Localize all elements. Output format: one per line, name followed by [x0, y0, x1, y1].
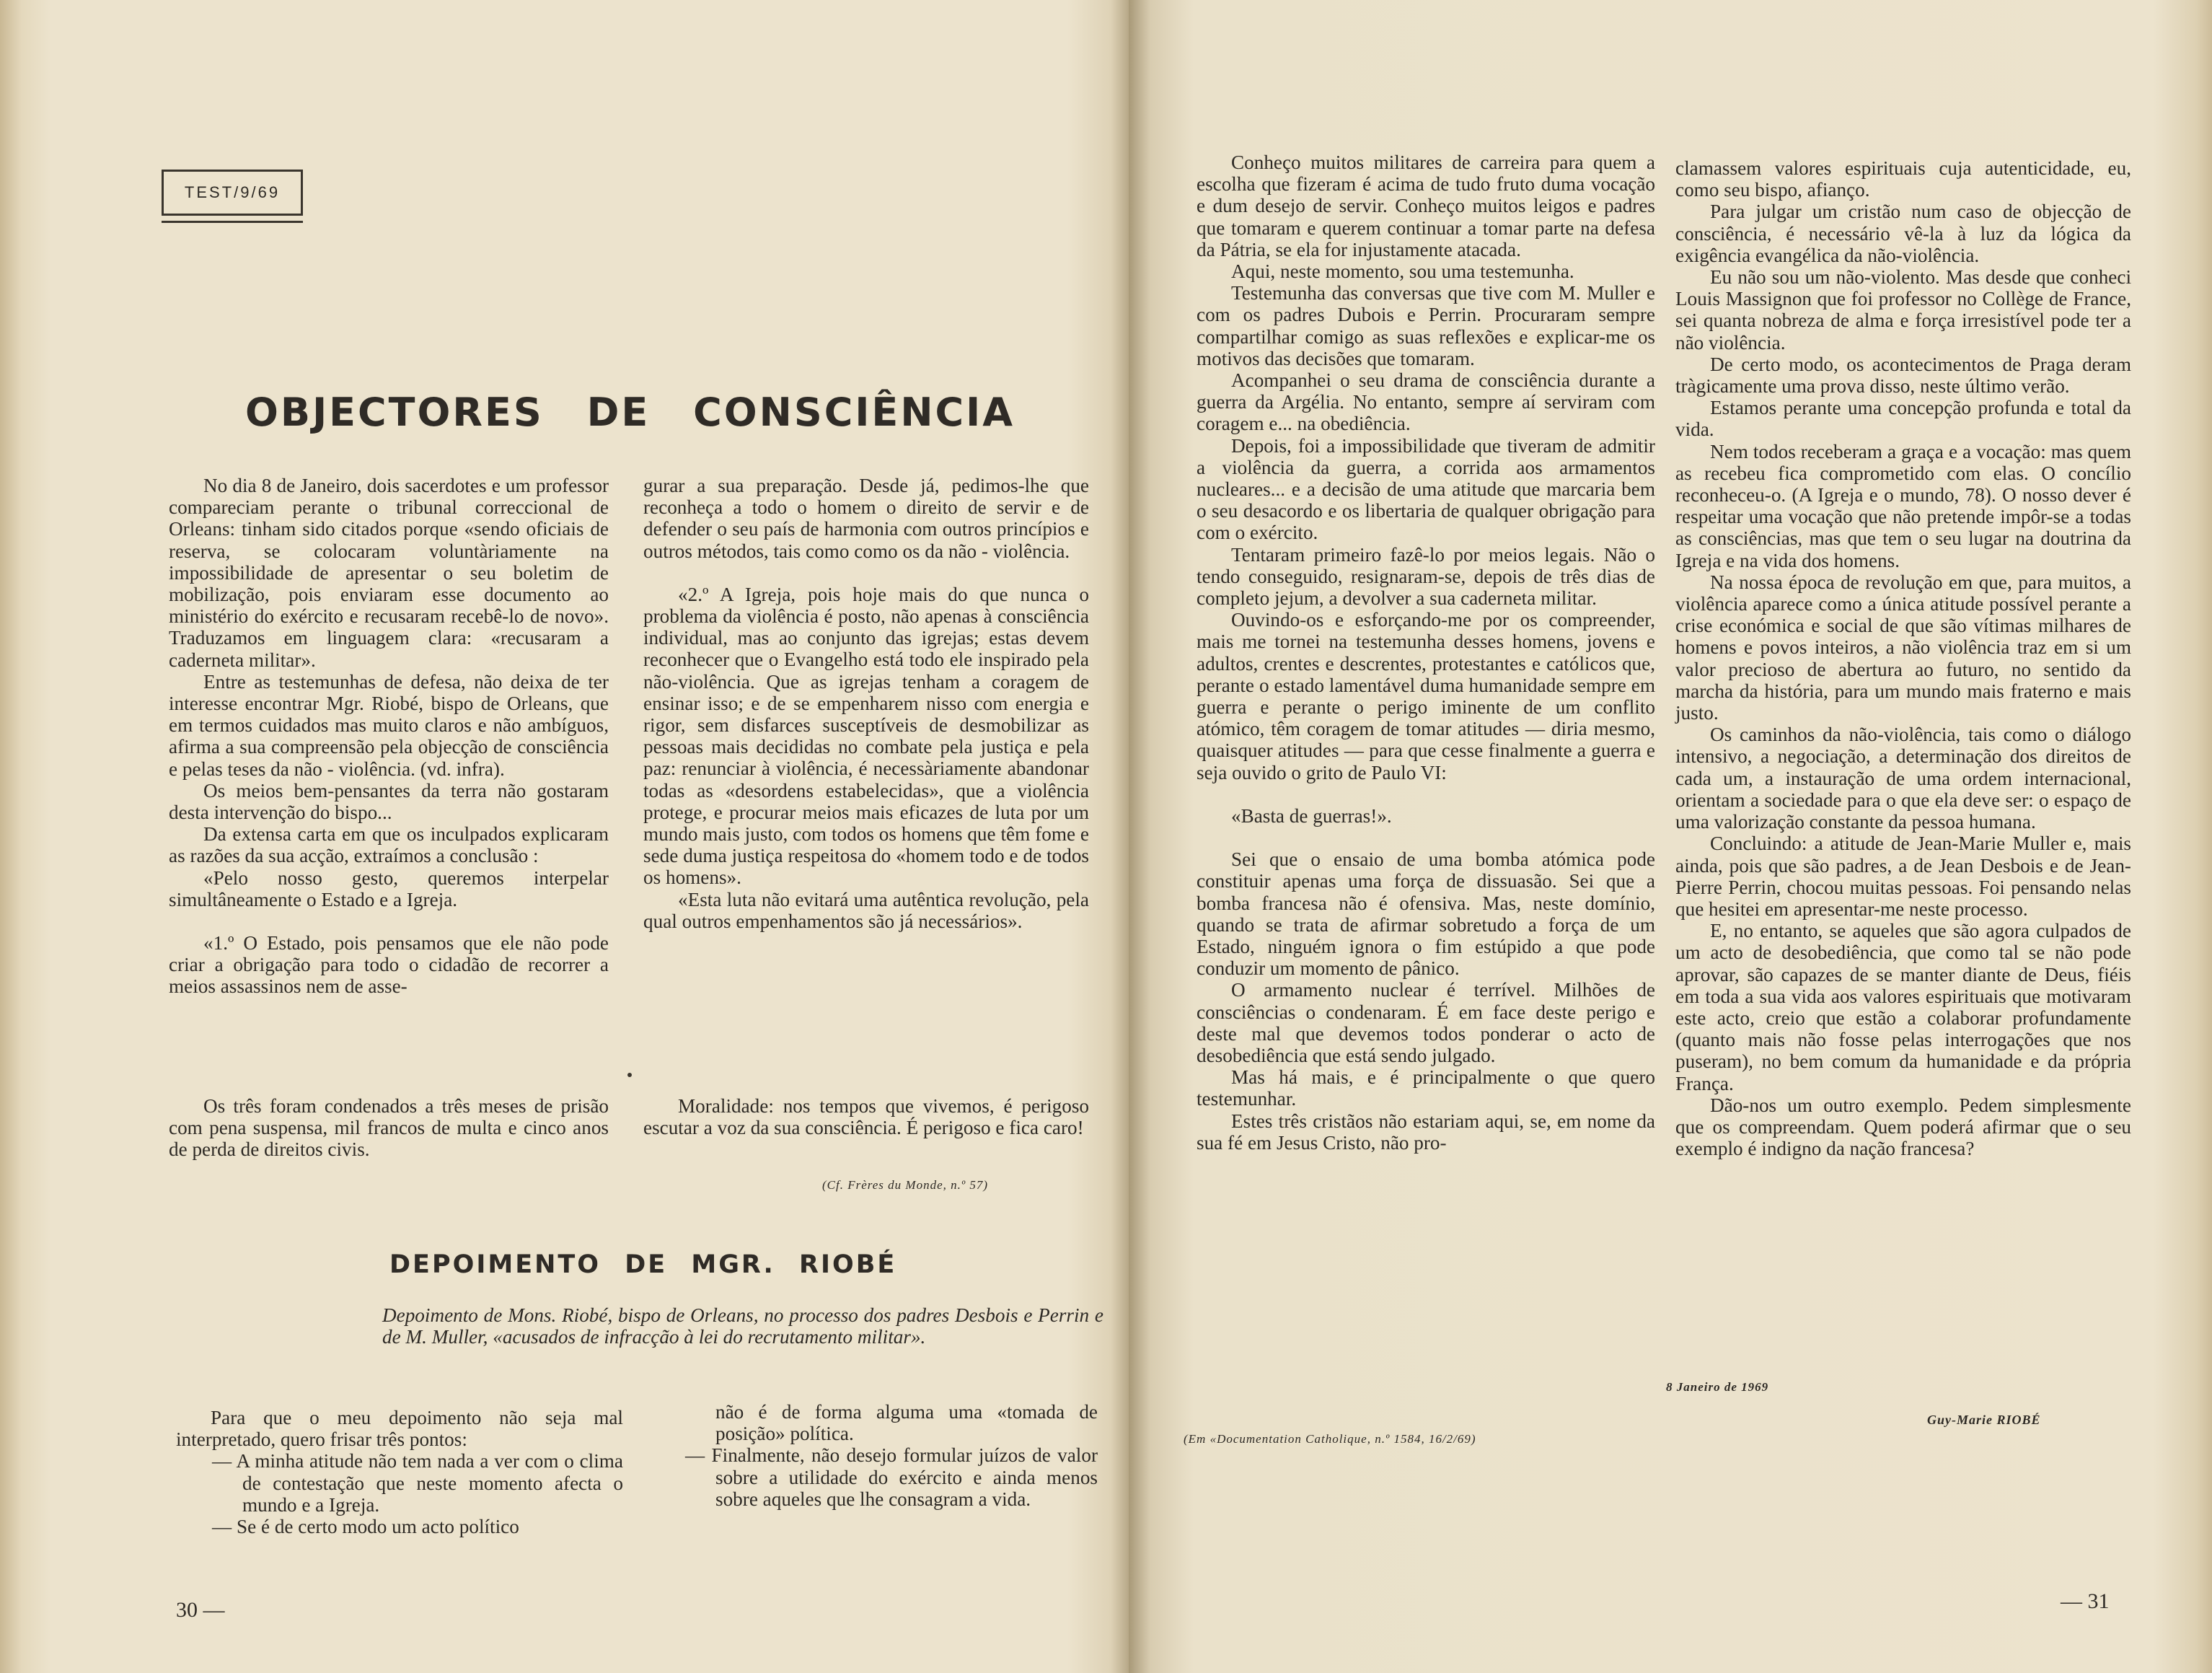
article2-column-1 — [176, 1407, 623, 1537]
right-page — [1129, 0, 2212, 1673]
paragraph: Os caminhos da não-violência, tais como o diálogo intensivo, a negociação, a determinação dos direitos de cada um, a instauração de uma ordem internacional, orientam a sociedade para o que ela deve ser: o espaço de uma valorização constante da pessoa humana. — [1675, 724, 2131, 833]
paragraph: Concluindo: a atitude de Jean-Marie Muller e, mais ainda, pois que são padres, a de Jean Desbois e de Jean-Pierre Perrin, chocou muitas pessoas. Foi pensando nelas que hesitei em apresentar-me neste processo. — [1675, 833, 2131, 920]
page-number: — 31 — [2061, 1589, 2110, 1613]
paragraph: Entre as testemunhas de defesa, não deixa de ter interesse encontrar Mgr. Riobé, bispo de Orleans, que em termos cuidados mas muito claros e não ambíguos, afirma a sua compreensão pela objecção de consciência e pelas teses da não - violência. (vd. infra). — [169, 670, 609, 780]
journal-tag: TEST/9/69 — [162, 170, 303, 216]
paragraph: O armamento nuclear é terrível. Milhões de consciências o condenaram. É em face deste perigo e deste mal que devemos todos ponderar o acto de desobediência que está sendo julgado. — [1197, 979, 1655, 1066]
paragraph: «Pelo nosso gesto, queremos interpelar simultâneamente o Estado e a Igreja. — [169, 866, 609, 910]
list-item: — A minha atitude não tem nada a ver com o clima de contestação que neste momento afecta o mundo e a Igreja. — [212, 1450, 623, 1516]
paragraph: Dão-nos um outro exemplo. Pedem simplesmente que os compreendam. Quem poderá afirmar que o seu exemplo é indigno da nação francesa? — [1675, 1094, 2131, 1160]
paragraph: «Basta de guerras!». — [1231, 804, 1392, 827]
paragraph: «1.º O Estado, pois pensamos que ele não pode criar a obrigação para todo o cidadão de recorrer a meios assassinos nem de asse- — [169, 932, 609, 998]
page-number: 30 — — [176, 1598, 225, 1622]
paragraph: Conheço muitos militares de carreira para quem a escolha que fizeram é acima de tudo fruto duma vocação e dum desejo de servir. Conheço muitos leigos e padres que tomaram e querem continuar a tomar parte na defesa da Pátria, se ela for injustamente atacada. — [1197, 152, 1655, 260]
paragraph: No dia 8 de Janeiro, dois sacerdotes e um professor compareciam perante o tribunal correccional de Orleans: tinham sido citados porque «sendo oficiais de reserva, se colocaram voluntàriamente na impossibilidade de apresentar o seu boletim de mobilização, pois enviaram esse documento ao ministério do exército e recusaram recebê-lo de novo». Traduzamos em linguagem clara: «recusaram a caderneta militar». — [169, 475, 609, 671]
paragraph: Os três foram condenados a três meses de prisão com pena suspensa, mil francos de multa e cinco anos de perda de direitos civis. — [169, 1095, 609, 1161]
paragraph: Eu não sou um não-violento. Mas desde que conheci Louis Massignon que foi professor no Collège de France, sei quanta nobreza de alma e força irresistível pode ter a não violência. — [1675, 266, 2131, 354]
signature: Guy-Marie RIOBÉ — [1927, 1413, 2041, 1427]
right-column-1 — [1197, 152, 1655, 1154]
paragraph: Na nossa época de revolução em que, para muitos, a violência aparece como a única atitude possível perante a crise económica e social de que são vítimas milhares de homens e povos inteiros, a não violência traz em si um valor precioso de abertura ao futuro, no sentido da marcha da história, para um mundo mais fraterno e mais justo. — [1675, 571, 2131, 724]
article1-footer-right — [643, 1095, 1089, 1138]
subtitle-lead: Depoimento de Mons. Riobé, bispo de Orleans, no processo dos padres Desbois e Perrin e de M. Muller, «acusados de infracção à lei do recrutamento militar». — [382, 1304, 1103, 1348]
paragraph: Aqui, neste momento, sou uma testemunha. — [1231, 260, 1574, 283]
paragraph: De certo modo, os acontecimentos de Praga deram tràgicamente uma prova disso, neste último verão. — [1675, 353, 2131, 398]
date-line: 8 Janeiro de 1969 — [1666, 1380, 1769, 1394]
paragraph: clamassem valores espirituais cuja autenticidade, eu, como seu bispo, afianço. — [1675, 157, 2131, 201]
paragraph: Sei que o ensaio de uma bomba atómica pode constituir apenas uma força de dissuasão. Sei que a bomba francesa não é ofensiva. Mas, neste domínio, quando se trata de afirmar sobretudo a força de um Estado, ninguém ignora o fim estúpido a que pode conduzir um momento de pânico. — [1197, 848, 1655, 980]
paragraph: Tentaram primeiro fazê-lo por meios legais. Não o tendo conseguido, resignaram-se, depois de três dias de completo jejum, a devolver a sua caderneta militar. — [1197, 543, 1655, 610]
paragraph: «Esta luta não evitará uma autêntica revolução, pela qual outros empenhamentos são já necessários». — [643, 888, 1089, 932]
paragraph: Testemunha das conversas que tive com M. Muller e com os padres Dubois e Perrin. Procuraram sempre compartilhar comigo as suas reflexões e explicar-me os motivos das decisões que tomaram. — [1197, 282, 1655, 369]
source-citation: (Em «Documentation Catholique, n.º 1584, 16/2/69) — [1184, 1432, 1476, 1446]
paragraph: gurar a sua preparação. Desde já, pedimos-lhe que reconheça a todo o homem o direito de servir e de defender o seu país de harmonia com outros princípios e outros métodos, tais como como os da não - violência. — [643, 475, 1089, 562]
paragraph: «2.º A Igreja, pois hoje mais do que nunca o problema da violência é posto, não apenas à consciência individual, mas ao conjunto das igrejas; estas devem reconhecer que o Evangelho está todo ele inspirado pela não-violência. Que as igrejas tenham a coragem de ensinar isso; e de se empenharem nisso com energia e rigor, sem disfarces susceptíveis de desmobilizar as pessoas mais decididas no combate pela justiça e pela paz: renunciar à violência, é necessàriamente abandonar todas as «desordens estabelecidas», que a violência protege, e procurar meios mais eficazes de luta por um mundo mais justo, com todos os homens que têm fome e sede duma justiça respeitosa do «homem todo e de todos os homens». — [643, 583, 1089, 889]
paragraph: Depois, foi a impossibilidade que tiveram de admitir a violência da guerra, a corrida aos armamentos nucleares... e a decisão de uma atitude que marcaria bem o seu desacordo e os libertaria de qualquer obrigação para com o exército. — [1197, 434, 1655, 544]
paragraph: Nem todos receberam a graça e a vocação: mas quem as recebeu fica comprometido com elas. O concílio reconheceu-o. (A Igreja e o mundo, 78). O nosso dever é respeitar uma vocação que não pretende impôr-se a todas as consciências, mas que tem o seu lugar na doutrina da Igreja e na vida dos homens. — [1675, 440, 2131, 571]
citation: (Cf. Frères du Monde, n.º 57) — [822, 1178, 989, 1192]
article1-column-2 — [643, 475, 1089, 932]
article1-column-1 — [169, 475, 609, 998]
article2-column-2 — [685, 1401, 1098, 1510]
paragraph: Para julgar um cristão num caso de objecção de consciência, é necessário vê-la à luz da lógica da exigência evangélica da não-violência. — [1675, 201, 2131, 266]
paragraph: Moralidade: nos tempos que vivemos, é perigoso escutar a voz da sua consciência. É perigoso e fica caro! — [643, 1095, 1089, 1139]
paragraph: Os meios bem-pensantes da terra não gostaram desta intervenção do bispo... — [169, 779, 609, 824]
paragraph: Para que o meu depoimento não seja mal interpretado, quero frisar três pontos: — [176, 1407, 623, 1451]
paragraph: Ouvindo-os e esforçando-me por os compreender, mais me tornei na testemunha desses homens, jovens e adultos, crentes e descrentes, protestantes e católicos que, perante o estado lamentável duma humanidade sempre em guerra e perante o perigo iminente de um conflito atómico, têm coragem de tomar atitudes — diria mesmo, quaisquer atitudes — para que cesse finalmente a guerra e seja ouvido o grito de Paulo VI: — [1197, 609, 1655, 783]
paragraph: Estes três cristãos não estariam aqui, se, em nome da sua fé em Jesus Cristo, não pro- — [1197, 1110, 1655, 1154]
right-column-2 — [1675, 157, 2131, 1159]
paragraph: Mas há mais, e é principalmente o que quero testemunhar. — [1197, 1066, 1655, 1110]
paragraph: Da extensa carta em que os inculpados explicaram as razões da sua acção, extraímos a conclusão : — [169, 823, 609, 867]
subtitle: DEPOIMENTO DE MGR. RIOBÉ — [389, 1250, 897, 1279]
paragraph: E, no entanto, se aqueles que são agora culpados de um acto de desobediência, que como tal se não pode aprovar, são capazes de se manter diante de Deus, fiéis em toda a sua vida aos valores espirituais que motivaram este acto, creio que estão a colaborar profundamente (quanto mais não fosse pelas interrogações que nos puseram), no bem comum da humanidade e da própria França. — [1675, 920, 2131, 1094]
paragraph: Estamos perante uma concepção profunda e total da vida. — [1675, 397, 2131, 441]
paragraph: não é de forma alguma uma «tomada de posição» política. — [715, 1401, 1098, 1445]
article1-footer-left — [169, 1095, 609, 1161]
separator-dot — [627, 1073, 632, 1077]
list-item: — Se é de certo modo um acto político — [212, 1516, 519, 1538]
tag-underline — [162, 221, 303, 223]
article-title: OBJECTORES DE CONSCIÊNCIA — [245, 390, 1015, 435]
paragraph: Acompanhei o seu drama de consciência durante a guerra da Argélia. No entanto, sempre aí serviram com coragem e... na obediência. — [1197, 369, 1655, 435]
list-item: — Finalmente, não desejo formular juízos de valor sobre a utilidade do exército e ainda menos sobre aqueles que lhe consagram a vida. — [685, 1444, 1098, 1510]
